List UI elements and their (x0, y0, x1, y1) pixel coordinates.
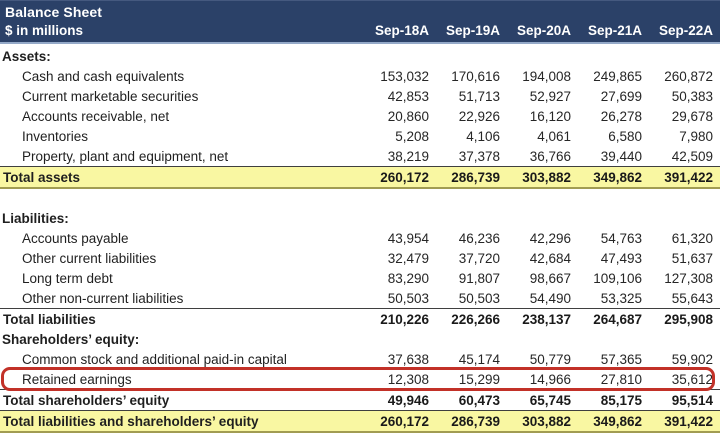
row-accounts-payable (0, 228, 720, 248)
cell-value: 249,865 (593, 68, 642, 84)
cell-value: 57,365 (600, 351, 642, 367)
column-header-sep22: Sep-22A (658, 23, 713, 38)
cell-value: 20,860 (387, 108, 429, 124)
cell-value: 6,580 (608, 128, 642, 144)
row-label: Property, plant and equipment, net (22, 148, 229, 164)
cell-value: 55,643 (671, 290, 713, 306)
cell-value: 98,667 (529, 270, 571, 286)
cell-value: 43,954 (387, 230, 429, 246)
cell-value: 170,616 (451, 68, 500, 84)
row-accounts-receivable (0, 106, 720, 126)
section-label: Assets: (2, 48, 51, 64)
cell-value: 14,966 (529, 371, 571, 387)
row-label: Total shareholders’ equity (3, 392, 170, 408)
table-body (0, 44, 720, 433)
cell-value: 210,226 (380, 311, 429, 327)
cell-value: 349,862 (593, 413, 642, 429)
cell-value: 286,739 (451, 169, 500, 185)
cell-value: 29,678 (671, 108, 713, 124)
row-label: Long term debt (22, 270, 113, 286)
cell-value: 45,174 (458, 351, 500, 367)
cell-value: 26,278 (600, 108, 642, 124)
row-label: Accounts payable (22, 230, 129, 246)
cell-value: 49,946 (387, 392, 429, 408)
sheet-title: Balance Sheet (5, 3, 103, 20)
cell-value: 109,106 (593, 270, 642, 286)
row-common-stock (0, 349, 720, 369)
cell-value: 95,514 (671, 392, 713, 408)
row-label: Other non-current liabilities (22, 290, 184, 306)
cell-value: 286,739 (451, 413, 500, 429)
section-label: Liabilities: (2, 210, 69, 226)
cell-value: 50,383 (671, 88, 713, 104)
cell-value: 16,120 (529, 108, 571, 124)
row-label: Current marketable securities (22, 88, 199, 104)
header-columns-line (0, 21, 720, 40)
row-label: Other current liabilities (22, 250, 157, 266)
cell-value: 42,296 (529, 230, 571, 246)
cell-value: 260,172 (380, 169, 429, 185)
cell-value: 12,308 (387, 371, 429, 387)
units-label: $ in millions (5, 23, 84, 38)
cell-value: 60,473 (458, 392, 500, 408)
cell-value: 7,980 (679, 128, 713, 144)
row-label: Accounts receivable, net (22, 108, 170, 124)
cell-value: 349,862 (593, 169, 642, 185)
cell-value: 35,612 (671, 371, 713, 387)
cell-value: 260,872 (664, 68, 713, 84)
cell-value: 61,320 (671, 230, 713, 246)
cell-value: 303,882 (522, 413, 571, 429)
cell-value: 59,902 (671, 351, 713, 367)
cell-value: 391,422 (664, 169, 713, 185)
row-label: Inventories (22, 128, 89, 144)
cell-value: 42,853 (387, 88, 429, 104)
cell-value: 54,490 (529, 290, 571, 306)
cell-value: 47,493 (600, 250, 642, 266)
row-assets-header (0, 46, 720, 66)
cell-value: 85,175 (600, 392, 642, 408)
cell-value: 5,208 (395, 128, 429, 144)
cell-value: 15,299 (458, 371, 500, 387)
cell-value: 22,926 (458, 108, 500, 124)
cell-value: 51,713 (458, 88, 500, 104)
cell-value: 226,266 (451, 311, 500, 327)
cell-value: 260,172 (380, 413, 429, 429)
row-label: Cash and cash equivalents (22, 68, 185, 84)
cell-value: 65,745 (529, 392, 571, 408)
cell-value: 91,807 (458, 270, 500, 286)
table-header (0, 0, 720, 44)
row-total-shareholders-equity (0, 389, 720, 410)
row-cash-and-cash-equivalents (0, 66, 720, 86)
cell-value: 54,763 (600, 230, 642, 246)
cell-value: 50,503 (387, 290, 429, 306)
cell-value: 4,061 (537, 128, 571, 144)
row-label: Common stock and additional paid-in capital (22, 351, 287, 367)
cell-value: 50,503 (458, 290, 500, 306)
cell-value: 50,779 (529, 351, 571, 367)
cell-value: 391,422 (664, 413, 713, 429)
cell-value: 38,219 (387, 148, 429, 164)
cell-value: 37,638 (387, 351, 429, 367)
row-label: Total liabilities and shareholders’ equity (3, 413, 259, 429)
cell-value: 264,687 (593, 311, 642, 327)
cell-value: 46,236 (458, 230, 500, 246)
row-label: Retained earnings (22, 371, 132, 387)
cell-value: 42,684 (529, 250, 571, 266)
cell-value: 42,509 (671, 148, 713, 164)
header-title-line (0, 2, 720, 21)
cell-value: 52,927 (529, 88, 571, 104)
cell-value: 27,810 (600, 371, 642, 387)
row-inventories (0, 126, 720, 146)
cell-value: 36,766 (529, 148, 571, 164)
row-other-non-current-liabilities (0, 288, 720, 308)
cell-value: 295,908 (664, 311, 713, 327)
cell-value: 194,008 (522, 68, 571, 84)
column-header-sep19: Sep-19A (445, 23, 500, 38)
row-long-term-debt (0, 268, 720, 288)
cell-value: 27,699 (600, 88, 642, 104)
row-current-marketable-securities (0, 86, 720, 106)
cell-value: 39,440 (600, 148, 642, 164)
cell-value: 53,325 (600, 290, 642, 306)
row-property-plant-equipment (0, 146, 720, 166)
row-total-liabilities-and-equity (0, 410, 720, 433)
row-shareholders-equity-header (0, 329, 720, 349)
row-other-current-liabilities (0, 248, 720, 268)
row-total-assets (0, 166, 720, 189)
row-total-liabilities (0, 308, 720, 329)
row-label: Total liabilities (3, 311, 96, 327)
cell-value: 127,308 (664, 270, 713, 286)
row-label: Total assets (3, 169, 81, 185)
cell-value: 4,106 (466, 128, 500, 144)
cell-value: 238,137 (522, 311, 571, 327)
column-header-sep20: Sep-20A (516, 23, 571, 38)
section-label: Shareholders’ equity: (2, 331, 140, 347)
cell-value: 32,479 (387, 250, 429, 266)
cell-value: 303,882 (522, 169, 571, 185)
column-header-sep21: Sep-21A (587, 23, 642, 38)
cell-value: 51,637 (671, 250, 713, 266)
cell-value: 37,378 (458, 148, 500, 164)
column-header-sep18: Sep-18A (374, 23, 429, 38)
cell-value: 83,290 (387, 270, 429, 286)
row-liabilities-header (0, 208, 720, 228)
row-retained-earnings (0, 369, 720, 389)
cell-value: 37,720 (458, 250, 500, 266)
cell-value: 153,032 (380, 68, 429, 84)
